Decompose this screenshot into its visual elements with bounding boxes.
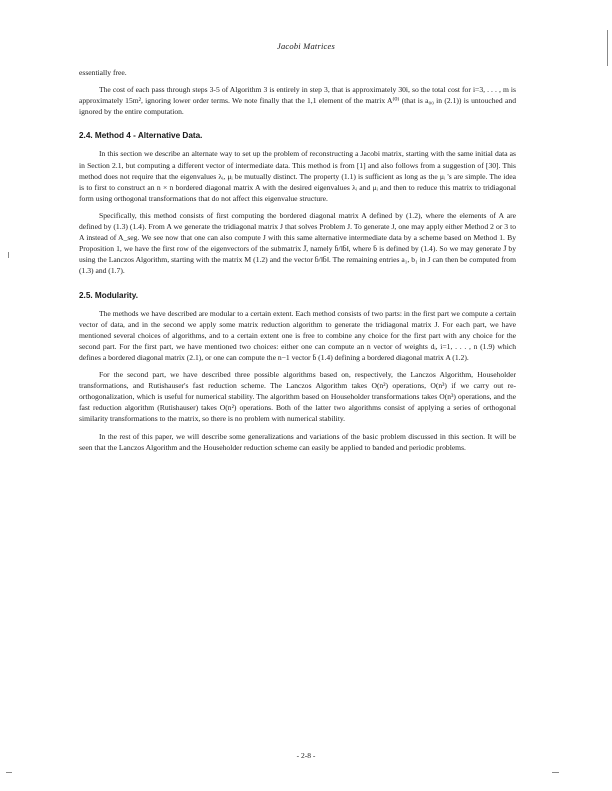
scan-edge-mark-left: [8, 252, 9, 258]
scan-edge-mark-bottom-right: [552, 772, 559, 773]
scan-edge-mark-bottom-left: [6, 772, 12, 773]
section-heading-2-5: 2.5. Modularity.: [79, 290, 138, 300]
running-head: Jacobi Matrices: [277, 41, 335, 51]
paragraph-continuation: essentially free.: [79, 68, 127, 77]
paragraph-method4-detail: Specifically, this method consists of first computing the bordered diagonal matrix A defined by (1.2), where the elements of A are defined by (1.3) (1.4). From A we generate the tridiagonal matrix J that solves Problem J. To generate J, one may apply either Method 2 or 3 to A instead of A_seg. We see now that one can also compute J with this same alternative intermediate data by a scheme based on Method 1. By Proposition 1, we have the first row of the eigenvectors of the submatrix J̄, namely b̄/‖b̄‖, where b̄ is defined by (1.4). So we may generate J̄ by using the Lanczos Algorithm, starting with the matrix M (1.2) and the vector b̄/‖b̄‖. The remaining entries a₁, b₁ in J can then be computed from (1.3) and (1.7).: [79, 210, 516, 276]
paragraph-method4-intro: In this section we describe an alternate way to set up the problem of reconstructing a Jacobi matrix, starting with the same initial data as in Section 2.1, but computing a different vector of intermediate data. This method is from [1] and also follows from a suggestion of [30]. This method does not require that the eigenvalues λᵢ, μᵢ be mutually distinct. The property (1.1) is sufficient as long as the μᵢ 's are simple. The idea is to first to construct an n × n bordered diagonal matrix A with the desired eigenvalues λᵢ and μᵢ and then to reduce this matrix to tridiagonal form using orthogonal transformations that do not affect this eigenvalue structure.: [79, 149, 516, 203]
paragraph-rest-of-paper: In the rest of this paper, we will describe some generalizations and variations of the basic problem discussed in this section. It will be seen that the Lanczos Algorithm and the Householder reduction scheme can easily be applied to banded and periodic problems.: [79, 431, 516, 452]
paragraph-modularity: The methods we have described are modular to a certain extent. Each method consists of two parts: in the first part we compute a certain vector of data, and in the second we apply some matrix reduction algorithm to generate the tridiagonal matrix J. For each part, we have mentioned several choices of algorithms, and to a certain extent one is free to combine any choice for the first part with any choice for the second part. For the first part, we have mentioned two choices: either one can compute an n vector of weights dᵢ, i=1, . . . , n (1.9) which defines a bordered diagonal matrix (2.1), or one can compute the n−1 vector b̄ (1.4) defining a bordered diagonal matrix A (1.2).: [79, 308, 516, 362]
paragraph-second-part: For the second part, we have described three possible algorithms based on, respectively, the Lanczos Algorithm, Householder transformations, and Rutishauser's fast reduction scheme. The Lanczos Algorithm takes O(n²) operations, O(n³) if we carry out re-orthogonalization, which is useful for numerical stability. The algorithm based on Householder transformations takes O(n³) operations, and the fast reduction algorithm (Rutishauser) takes O(n²) operations. Both of the latter two algorithms consist of applying a series of orthogonal similarity transformations to the matrix, so there is no problem with numerical stability.: [79, 370, 516, 424]
body-text: [79, 67, 516, 459]
paragraph-cost: The cost of each pass through steps 3-5 of Algorithm 3 is entirely in step 3, that is approximately 30i, so the total cost for i=3, . . . , m is approximately 15m², ignoring lower order terms. We note finally that the 1,1 element of the matrix A⁽⁰⁾ (that is a₀₀ in (2.1)) is untouched and ignored by the entire computation.: [79, 85, 516, 117]
scan-edge-mark-right: [607, 30, 608, 66]
section-heading-2-4: 2.4. Method 4 - Alternative Data.: [79, 131, 203, 141]
page-number: - 2-8 -: [296, 751, 316, 760]
